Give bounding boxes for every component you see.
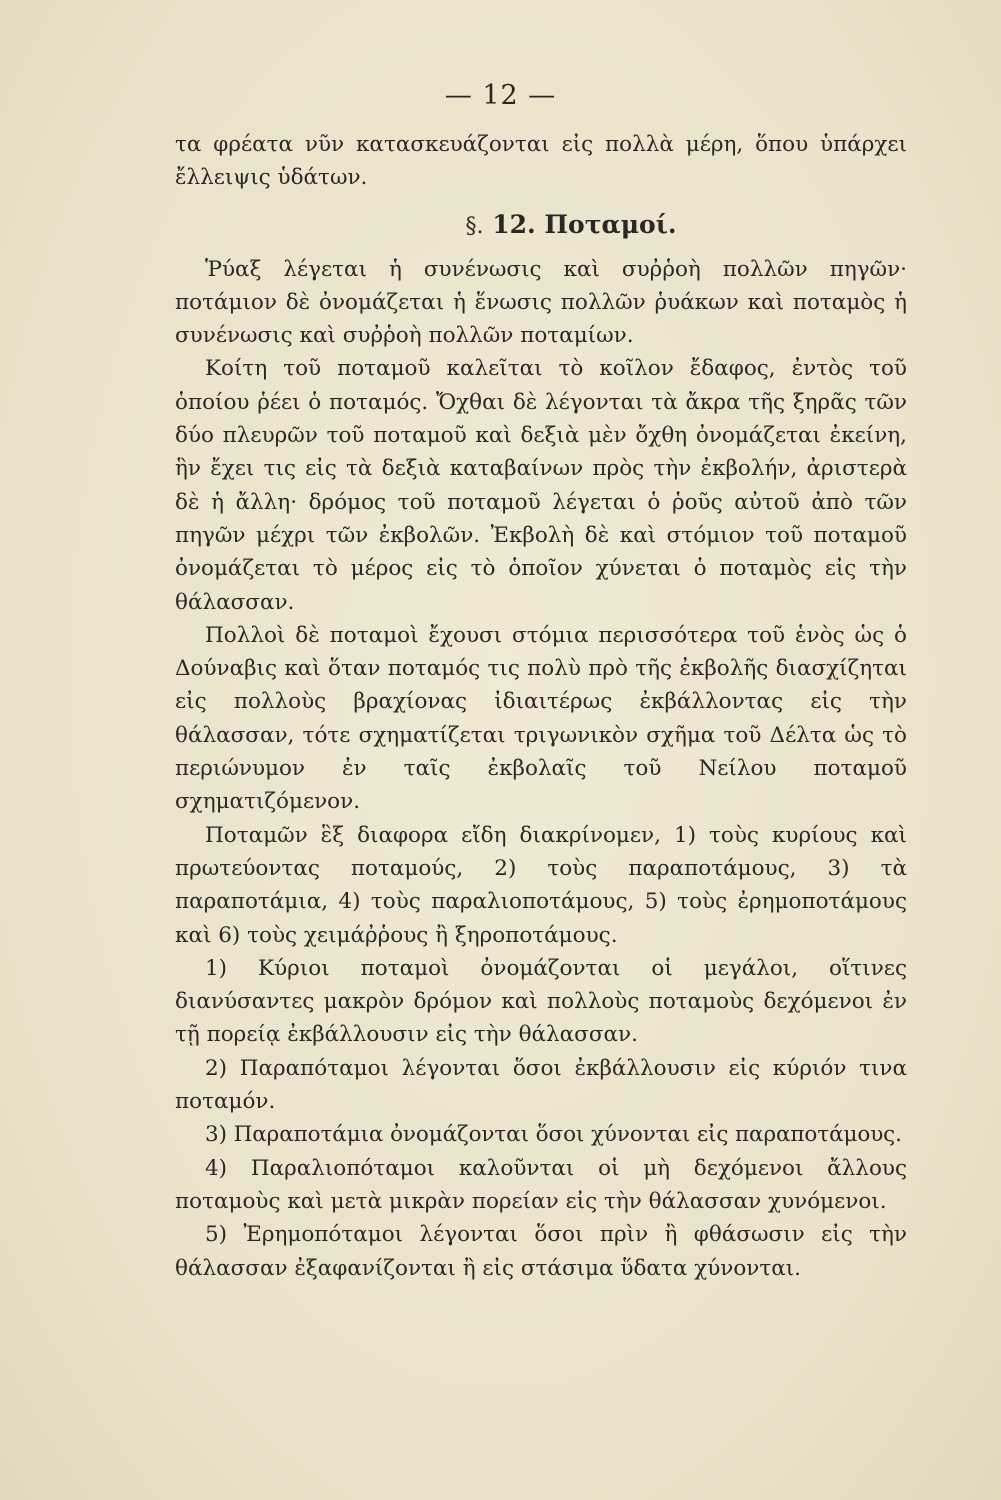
paragraph: Ῥύαξ λέγεται ἡ συνένωσις καὶ συῤῥοὴ πολλῶν πηγῶν· ποτάμιον δὲ ὀνομάζεται ἡ ἕνωσις πολλῶν ῥυάκων καὶ ποταμὸς ἡ συνένωσις καὶ συῤῥοὴ πολλῶν ποταμίων. <box>175 256 907 349</box>
page-body <box>175 128 907 1285</box>
list-paragraph: 3) Παραποτάμια ὀνομάζονται ὅσοι χύνονται εἰς παραποτάμους. <box>205 1122 902 1148</box>
section-mark: §. <box>465 213 484 239</box>
section-title: Ποταμοί. <box>544 209 677 239</box>
section-heading <box>175 199 907 253</box>
paragraph-continuation: τα φρέατα νῦν κατασκευάζονται εἰς πολλὰ μέρη, ὅπου ὑπάρχει ἔλλειψις ὑδάτων. <box>175 132 907 191</box>
paragraph: Ποταμῶν ἓξ διαφορα εἴδη διακρίνομεν, 1) τοὺς κυρίους καὶ πρωτεύοντας ποταμούς, 2) τοὺς παραποτάμους, 3) τὰ παραποτάμια, 4) τοὺς παραλιοποτάμους, 5) τοὺς ἐρημοποτάμους καὶ 6) τοὺς χειμάῤῥους ἢ ξηροποτάμους. <box>175 822 907 948</box>
paragraph: Πολλοὶ δὲ ποταμοὶ ἔχουσι στόμια περισσότερα τοῦ ἑνὸς ὡς ὁ Δούναβις καὶ ὅταν ποταμός τις πολὺ πρὸ τῆς ἐκβολῆς διασχίζηται εἰς πολλοὺς βραχίονας ἰδιαιτέρως ἐκβάλλοντας εἰς τὴν θάλασσαν, τότε σχηματίζεται τριγωνικὸν σχῆμα τοῦ Δέλτα ὡς τὸ περιώνυμον ἐν ταῖς ἐκβολαῖς τοῦ Νείλου ποταμοῦ σχηματιζόμενον. <box>175 622 907 815</box>
paragraph: Κοίτη τοῦ ποταμοῦ καλεῖται τὸ κοῖλον ἔδαφος, ἐντὸς τοῦ ὁποίου ῥέει ὁ ποταμός. Ὄχθαι δὲ λέγονται τὰ ἄκρα τῆς ξηρᾶς τῶν δύο πλευρῶν τοῦ ποταμοῦ καὶ δεξιὰ μὲν ὄχθη ὀνομάζεται ἐκείνη, ἣν ἔχει τις εἰς τὰ δεξιὰ καταβαίνων πρὸς τὴν ἐκβολήν, ἀριστερὰ δὲ ἡ ἄλλη· δρόμος τοῦ ποταμοῦ λέγεται ὁ ῥοῦς αὐτοῦ ἀπὸ τῶν πηγῶν μέχρι τῶν ἐκβολῶν. Ἐκβολὴ δὲ καὶ στόμιον τοῦ ποταμοῦ ὀνομάζεται τὸ μέρος εἰς τὸ ὁποῖον χύνεται ὁ ποταμὸς εἰς τὴν θάλασσαν. <box>175 356 907 615</box>
list-paragraph: 5) Ἐρημοπόταμοι λέγονται ὅσοι πρὶν ἢ φθάσωσιν εἰς τὴν θάλασσαν ἐξαφανίζονται ἢ εἰς στάσιμα ὕδατα χύνονται. <box>175 1222 907 1281</box>
page-number: — 12 — <box>444 80 557 111</box>
list-paragraph: 4) Παραλιοπόταμοι καλοῦνται οἱ μὴ δεχόμενοι ἄλλους ποταμοὺς καὶ μετὰ μικρὰν πορείαν εἰς τὴν θάλασσαν χυνόμενοι. <box>175 1155 907 1214</box>
section-number: 12. <box>492 209 536 239</box>
list-paragraph: 2) Παραπόταμοι λέγονται ὅσοι ἐκβάλλουσιν εἰς κύριόν τινα ποταμόν. <box>175 1055 907 1115</box>
list-paragraph: 1) Κύριοι ποταμοὶ ὀνομάζονται οἱ μεγάλοι, οἵτινες διανύσαντες μακρὸν δρόμον καὶ πολλοὺς ποταμοὺς δεχόμενοι ἐν τῇ πορείᾳ ἐκβάλλουσιν εἰς τὴν θάλασσαν. <box>175 955 907 1048</box>
